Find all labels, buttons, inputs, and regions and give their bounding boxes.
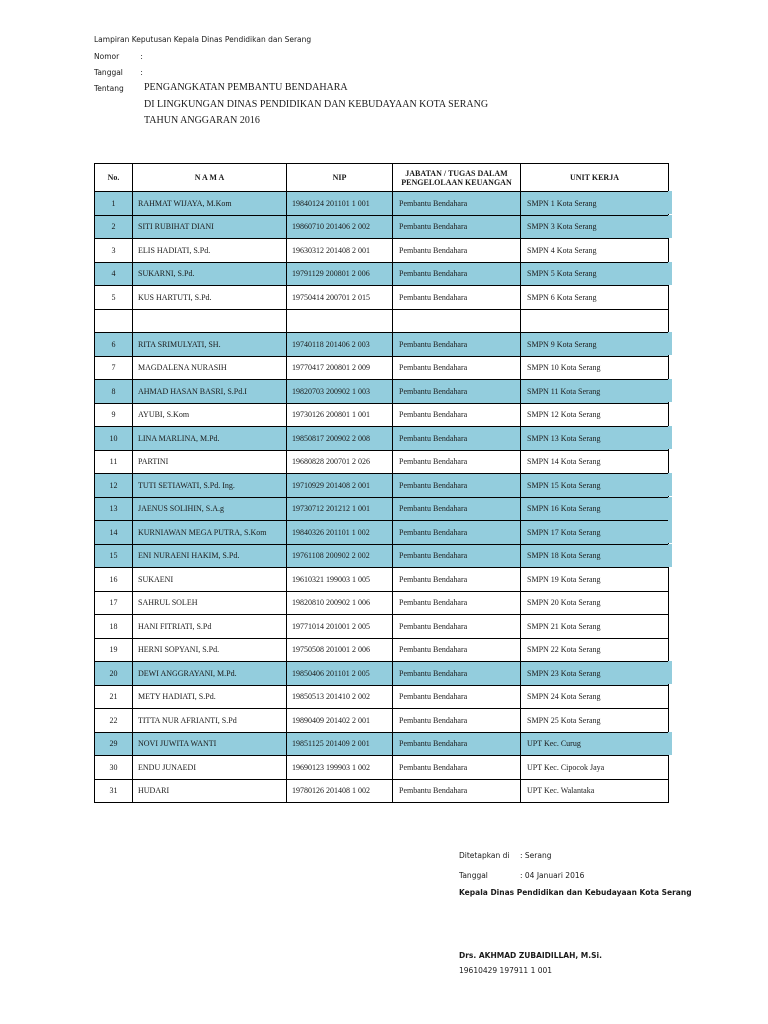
cell-no: 5 — [95, 286, 133, 310]
cell-nip: 19750508 201001 2 006 — [287, 638, 393, 662]
nomor-line — [94, 52, 143, 61]
cell-nama: AYUBI, S.Kom — [133, 403, 287, 427]
table-row — [95, 662, 669, 686]
cell-nip: 19630312 201408 2 001 — [287, 239, 393, 263]
cell-nama: KURNIAWAN MEGA PUTRA, S.Kom — [133, 521, 287, 545]
cell-jabatan: Pembantu Bendahara — [393, 333, 521, 357]
row-highlight-tail — [668, 520, 672, 543]
cell-jabatan: Pembantu Bendahara — [393, 662, 521, 686]
cell-nip: 19730712 201212 1 001 — [287, 497, 393, 521]
cell-nama: SAHRUL SOLEH — [133, 591, 287, 615]
cell-unit-kerja: SMPN 15 Kota Serang — [521, 474, 669, 498]
cell-no: 11 — [95, 450, 133, 474]
cell-unit-kerja: SMPN 18 Kota Serang — [521, 544, 669, 568]
cell-nip: 19761108 200902 2 002 — [287, 544, 393, 568]
cell-jabatan: Pembantu Bendahara — [393, 474, 521, 498]
cell-nama: SUKARNI, S.Pd. — [133, 262, 287, 286]
row-highlight-tail — [668, 497, 672, 520]
row-highlight-tail — [668, 215, 672, 238]
table-row — [95, 286, 669, 310]
row-highlight-tail — [668, 191, 672, 214]
tanggal-label: Tanggal — [94, 68, 123, 77]
cell-nip: 19750414 200701 2 015 — [287, 286, 393, 310]
cell-nip: 19730126 200801 1 001 — [287, 403, 393, 427]
header-nama: N A M A — [133, 164, 287, 192]
cell-nip: 19850513 201410 2 002 — [287, 685, 393, 709]
cell-nip: 19850406 201101 2 005 — [287, 662, 393, 686]
cell-unit-kerja: SMPN 11 Kota Serang — [521, 380, 669, 404]
cell-nip: 19851125 201409 2 001 — [287, 732, 393, 756]
cell-jabatan: Pembantu Bendahara — [393, 403, 521, 427]
sig-tanggal-label: Tanggal — [459, 871, 488, 880]
table-row — [95, 474, 669, 498]
cell-no: 13 — [95, 497, 133, 521]
cell-no: 18 — [95, 615, 133, 639]
sig-nama: Drs. AKHMAD ZUBAIDILLAH, M.Si. — [459, 951, 602, 960]
cell-unit-kerja: SMPN 23 Kota Serang — [521, 662, 669, 686]
cell-unit-kerja: SMPN 12 Kota Serang — [521, 403, 669, 427]
cell-nama: HUDARI — [133, 779, 287, 803]
cell-no: 15 — [95, 544, 133, 568]
sig-tanggal-line — [459, 871, 584, 880]
ditetapkan-value: : Serang — [520, 851, 552, 860]
cell-no: 6 — [95, 333, 133, 357]
cell-jabatan: Pembantu Bendahara — [393, 638, 521, 662]
cell-jabatan: Pembantu Bendahara — [393, 709, 521, 733]
cell-jabatan: Pembantu Bendahara — [393, 732, 521, 756]
tanggal-line — [94, 68, 143, 77]
nomor-value: : — [140, 52, 143, 61]
cell-no: 30 — [95, 756, 133, 780]
header-jabatan: JABATAN / TUGAS DALAM PENGELOLAAN KEUANGAN — [393, 164, 521, 192]
cell-no: 22 — [95, 709, 133, 733]
cell-nip: 19780126 201408 1 002 — [287, 779, 393, 803]
table-row — [95, 262, 669, 286]
cell-nip: 19890409 201402 2 001 — [287, 709, 393, 733]
cell-nama: RITA SRIMULYATI, SH. — [133, 333, 287, 357]
cell-unit-kerja: SMPN 25 Kota Serang — [521, 709, 669, 733]
cell-no: 14 — [95, 521, 133, 545]
cell-nama — [133, 309, 287, 333]
row-highlight-tail — [668, 426, 672, 449]
cell-no: 4 — [95, 262, 133, 286]
table-row — [95, 450, 669, 474]
cell-no: 29 — [95, 732, 133, 756]
cell-nip: 19770417 200801 2 009 — [287, 356, 393, 380]
table-row — [95, 638, 669, 662]
cell-unit-kerja: UPT Kec. Cipocok Jaya — [521, 756, 669, 780]
row-highlight-tail — [668, 661, 672, 684]
row-highlight-tail — [668, 544, 672, 567]
cell-jabatan: Pembantu Bendahara — [393, 756, 521, 780]
cell-nip — [287, 309, 393, 333]
table-row — [95, 497, 669, 521]
sig-nip: 19610429 197911 1 001 — [459, 966, 553, 975]
cell-nama: JAENUS SOLIHIN, S.A.g — [133, 497, 287, 521]
row-highlight-tail — [668, 732, 672, 755]
cell-nama: KUS HARTUTI, S.Pd. — [133, 286, 287, 310]
cell-nama: ELIS HADIATI, S.Pd. — [133, 239, 287, 263]
cell-jabatan: Pembantu Bendahara — [393, 779, 521, 803]
cell-unit-kerja: SMPN 21 Kota Serang — [521, 615, 669, 639]
cell-jabatan: Pembantu Bendahara — [393, 192, 521, 216]
cell-nama: ENI NURAENI HAKIM, S.Pd. — [133, 544, 287, 568]
cell-no: 10 — [95, 427, 133, 451]
cell-nama: NOVI JUWITA WANTI — [133, 732, 287, 756]
cell-no: 17 — [95, 591, 133, 615]
cell-unit-kerja: SMPN 6 Kota Serang — [521, 286, 669, 310]
cell-unit-kerja: SMPN 4 Kota Serang — [521, 239, 669, 263]
cell-unit-kerja: SMPN 20 Kota Serang — [521, 591, 669, 615]
cell-unit-kerja: UPT Kec. Walantaka — [521, 779, 669, 803]
tentang-label: Tentang — [94, 84, 124, 93]
table-row — [95, 544, 669, 568]
cell-unit-kerja: SMPN 13 Kota Serang — [521, 427, 669, 451]
cell-nama: TUTI SETIAWATI, S.Pd. Ing. — [133, 474, 287, 498]
table-body — [95, 192, 669, 803]
cell-nip: 19791129 200801 2 006 — [287, 262, 393, 286]
header-unit-kerja: UNIT KERJA — [521, 164, 669, 192]
cell-nip: 19850817 200902 2 008 — [287, 427, 393, 451]
cell-unit-kerja: SMPN 22 Kota Serang — [521, 638, 669, 662]
cell-jabatan: Pembantu Bendahara — [393, 544, 521, 568]
cell-nip: 19820810 200902 1 006 — [287, 591, 393, 615]
cell-nama: LINA MARLINA, M.Pd. — [133, 427, 287, 451]
cell-no: 9 — [95, 403, 133, 427]
cell-nip: 19610321 199003 1 005 — [287, 568, 393, 592]
header-nip: NIP — [287, 164, 393, 192]
cell-jabatan: Pembantu Bendahara — [393, 521, 521, 545]
cell-unit-kerja: SMPN 24 Kota Serang — [521, 685, 669, 709]
cell-nama: RAHMAT WIJAYA, M.Kom — [133, 192, 287, 216]
title-line-1: PENGANGKATAN PEMBANTU BENDAHARA — [144, 82, 348, 93]
cell-no: 21 — [95, 685, 133, 709]
cell-jabatan: Pembantu Bendahara — [393, 286, 521, 310]
cell-nama: HANI FITRIATI, S.Pd — [133, 615, 287, 639]
cell-unit-kerja: SMPN 3 Kota Serang — [521, 215, 669, 239]
row-highlight-tail — [668, 332, 672, 355]
cell-nip: 19740118 201406 2 003 — [287, 333, 393, 357]
cell-jabatan: Pembantu Bendahara — [393, 615, 521, 639]
table-row — [95, 215, 669, 239]
sig-tanggal-value: : 04 Januari 2016 — [520, 871, 585, 880]
cell-unit-kerja: SMPN 14 Kota Serang — [521, 450, 669, 474]
table-row — [95, 756, 669, 780]
ditetapkan-line — [459, 851, 551, 860]
cell-nip: 19690123 199903 1 002 — [287, 756, 393, 780]
cell-no: 8 — [95, 380, 133, 404]
cell-unit-kerja: UPT Kec. Curug — [521, 732, 669, 756]
cell-nama: DEWI ANGGRAYANI, M.Pd. — [133, 662, 287, 686]
row-highlight-tail — [668, 379, 672, 402]
header-no: No. — [95, 164, 133, 192]
cell-unit-kerja: SMPN 9 Kota Serang — [521, 333, 669, 357]
sig-jabatan: Kepala Dinas Pendidikan dan Kebudayaan Kota Serang — [459, 888, 692, 897]
table-row — [95, 403, 669, 427]
cell-unit-kerja: SMPN 17 Kota Serang — [521, 521, 669, 545]
cell-no: 2 — [95, 215, 133, 239]
table-row — [95, 779, 669, 803]
cell-no: 12 — [95, 474, 133, 498]
table-row — [95, 333, 669, 357]
cell-no: 20 — [95, 662, 133, 686]
row-highlight-tail — [668, 473, 672, 496]
table-row — [95, 192, 669, 216]
cell-jabatan: Pembantu Bendahara — [393, 356, 521, 380]
cell-unit-kerja: SMPN 16 Kota Serang — [521, 497, 669, 521]
cell-jabatan: Pembantu Bendahara — [393, 591, 521, 615]
cell-nip: 19840124 201101 1 001 — [287, 192, 393, 216]
cell-no: 1 — [95, 192, 133, 216]
table-row — [95, 521, 669, 545]
tanggal-value: : — [140, 68, 143, 77]
lampiran-text: Lampiran Keputusan Kepala Dinas Pendidikan dan Serang — [94, 35, 312, 44]
table-row — [95, 591, 669, 615]
cell-jabatan: Pembantu Bendahara — [393, 450, 521, 474]
cell-jabatan: Pembantu Bendahara — [393, 380, 521, 404]
cell-jabatan: Pembantu Bendahara — [393, 685, 521, 709]
cell-jabatan: Pembantu Bendahara — [393, 239, 521, 263]
table-row — [95, 427, 669, 451]
cell-unit-kerja: SMPN 5 Kota Serang — [521, 262, 669, 286]
cell-nip: 19820703 200902 1 003 — [287, 380, 393, 404]
cell-nip: 19840326 201101 1 002 — [287, 521, 393, 545]
ditetapkan-label: Ditetapkan di — [459, 851, 510, 860]
cell-nama: PARTINI — [133, 450, 287, 474]
cell-jabatan: Pembantu Bendahara — [393, 568, 521, 592]
title-line-2: DI LINGKUNGAN DINAS PENDIDIKAN DAN KEBUDAYAAN KOTA SERANG — [144, 99, 489, 110]
table-row — [95, 732, 669, 756]
cell-nama: SITI RUBIHAT DIANI — [133, 215, 287, 239]
cell-jabatan: Pembantu Bendahara — [393, 427, 521, 451]
title-line-3: TAHUN ANGGARAN 2016 — [144, 115, 260, 126]
cell-unit-kerja: SMPN 1 Kota Serang — [521, 192, 669, 216]
cell-nama: TITTA NUR AFRIANTI, S.Pd — [133, 709, 287, 733]
cell-nip: 19680828 200701 2 026 — [287, 450, 393, 474]
table-row — [95, 709, 669, 733]
cell-unit-kerja: SMPN 10 Kota Serang — [521, 356, 669, 380]
cell-nip: 19860710 201406 2 002 — [287, 215, 393, 239]
nomor-label: Nomor — [94, 52, 120, 61]
bendahara-table — [94, 163, 669, 803]
cell-no — [95, 309, 133, 333]
cell-jabatan: Pembantu Bendahara — [393, 215, 521, 239]
table-row — [95, 685, 669, 709]
table-row — [95, 615, 669, 639]
cell-no: 16 — [95, 568, 133, 592]
cell-no: 3 — [95, 239, 133, 263]
cell-jabatan — [393, 309, 521, 333]
cell-nama: AHMAD HASAN BASRI, S.Pd.I — [133, 380, 287, 404]
cell-nama: HERNI SOPYANI, S.Pd. — [133, 638, 287, 662]
cell-no: 19 — [95, 638, 133, 662]
cell-nama: ENDU JUNAEDI — [133, 756, 287, 780]
cell-nama: METY HADIATI, S.Pd. — [133, 685, 287, 709]
cell-nama: SUKAENI — [133, 568, 287, 592]
cell-unit-kerja — [521, 309, 669, 333]
cell-no: 7 — [95, 356, 133, 380]
cell-nip: 19771014 201001 2 005 — [287, 615, 393, 639]
table-row — [95, 356, 669, 380]
table-row — [95, 309, 669, 333]
cell-nip: 19710929 201408 2 001 — [287, 474, 393, 498]
row-highlight-tail — [668, 262, 672, 285]
cell-jabatan: Pembantu Bendahara — [393, 262, 521, 286]
table-row — [95, 568, 669, 592]
table-row — [95, 380, 669, 404]
cell-no: 31 — [95, 779, 133, 803]
cell-jabatan: Pembantu Bendahara — [393, 497, 521, 521]
table-row — [95, 239, 669, 263]
table-header-row — [95, 164, 669, 192]
cell-unit-kerja: SMPN 19 Kota Serang — [521, 568, 669, 592]
cell-nama: MAGDALENA NURASIH — [133, 356, 287, 380]
